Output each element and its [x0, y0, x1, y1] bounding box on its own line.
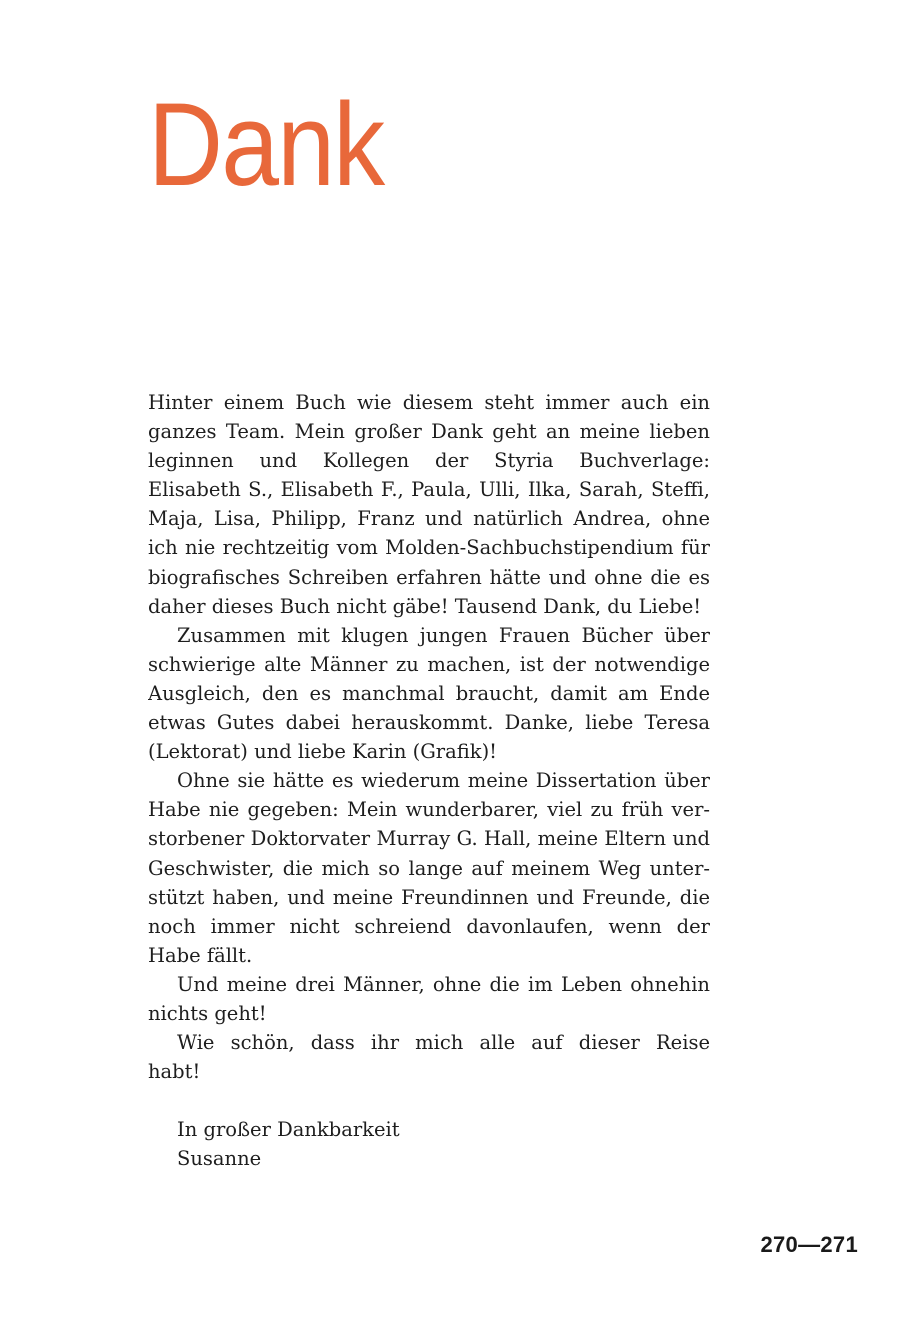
- text-line: Ausgleich, den es manchmal braucht, damit am Ende: [148, 681, 710, 705]
- text-line: habt!: [148, 1060, 201, 1084]
- text-line: etwas Gutes dabei herauskommt. Danke, liebe Teresa: [148, 711, 710, 735]
- closing-salutation: In großer Dankbarkeit: [177, 1118, 400, 1142]
- text-line: stützt haben, und meine Freundinnen und Freunde, die: [148, 885, 710, 909]
- signature: Susanne: [177, 1147, 262, 1171]
- text-line: Ohne sie hätte es wiederum meine Dissertation über: [177, 769, 710, 793]
- text-line: schwierige alte Männer zu machen, ist der notwendige: [148, 652, 710, 676]
- text-line: Hinter einem Buch wie diesem steht immer auch ein: [148, 391, 710, 414]
- paragraph-spacer: [148, 1086, 710, 1115]
- text-line: Und meine drei Männer, ohne die im Leben ohnehin: [177, 972, 710, 996]
- acknowledgement-text: [148, 388, 710, 1174]
- text-line: leginnen und Kollegen der Styria Buchverlage:: [148, 449, 710, 473]
- text-line: nichts geht!: [148, 1001, 267, 1025]
- paragraph-5: [148, 1028, 710, 1086]
- text-line: Wie schön, dass ihr mich alle auf dieser Reise: [177, 1031, 710, 1055]
- text-line: Habe fällt.: [148, 943, 253, 967]
- text-line: daher dieses Buch nicht gäbe! Tausend Dank, du Liebe!: [148, 594, 702, 618]
- paragraph-1: [148, 388, 710, 621]
- text-line: Zusammen mit klugen jungen Frauen Bücher über: [177, 623, 710, 647]
- page-number: 270—271: [760, 1232, 858, 1257]
- page-title: Dank: [148, 79, 384, 211]
- paragraph-2: [148, 621, 710, 766]
- closing: [148, 1115, 710, 1173]
- text-line: Maja, Lisa, Philipp, Franz und natürlich Andrea, ohne: [148, 507, 710, 531]
- paragraph-3: [148, 766, 710, 970]
- paragraph-4: [148, 970, 710, 1028]
- text-line: ganzes Team. Mein großer Dank geht an meine lieben: [148, 420, 710, 444]
- text-line: ich nie rechtzeitig vom Molden-Sachbuchstipendium für: [148, 536, 710, 560]
- text-line: Elisabeth S., Elisabeth F., Paula, Ulli, Ilka, Sarah, Steffi,: [148, 478, 710, 502]
- text-line: biografisches Schreiben erfahren hätte und ohne die es: [148, 565, 710, 589]
- text-line: noch immer nicht schreiend davonlaufen, wenn der: [148, 914, 710, 938]
- text-line: Geschwister, die mich so lange auf meinem Weg unter-: [148, 856, 710, 880]
- text-line: storbener Doktorvater Murray G. Hall, meine Eltern und: [148, 827, 710, 851]
- text-line: Habe nie gegeben: Mein wunderbarer, viel zu früh ver-: [148, 798, 710, 822]
- text-line: (Lektorat) und liebe Karin (Grafik)!: [148, 740, 498, 764]
